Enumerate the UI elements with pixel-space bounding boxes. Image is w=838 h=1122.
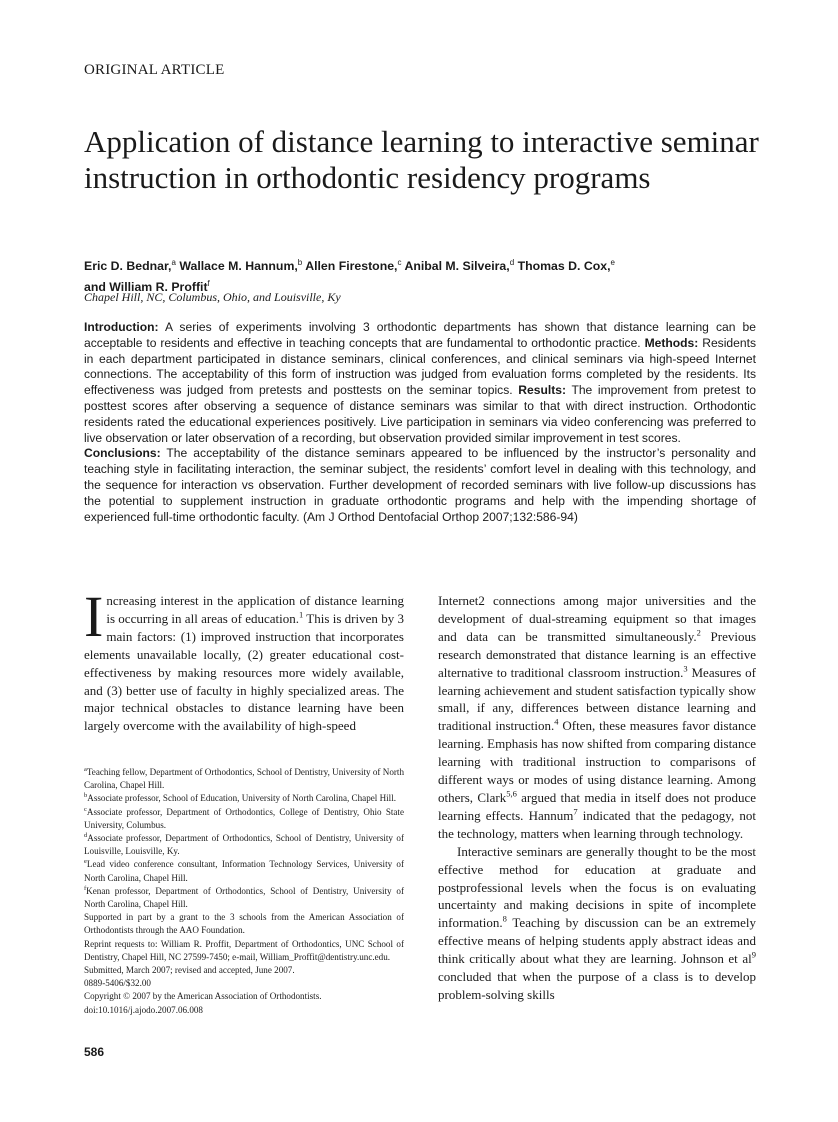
body-text: Previous research demonstrated that distance learning is an effective alternative to traditional classroom instruction. <box>438 628 757 680</box>
abstract-conclusions: The acceptability of the distance seminars appeared to be influenced by the instructor’s personality and teaching style in facilitating interaction, the seminar subject, the residents’ comfort level in dealing with this technology, and the sequence for interaction vs observation. Further development of recorded seminars with live follow-up discussions has the potential to supplement instruction in graduate orthodontic programs and help with the impending shortage of experienced full-time orthodontic faculty. <box>84 446 756 524</box>
footnote-text: Teaching fellow, Department of Orthodontics, School of Dentistry, University of North Carolina, Chapel Hill. <box>84 767 404 791</box>
footnote-mark: b <box>84 792 88 800</box>
citation-ref: 1 <box>299 609 304 620</box>
author-mark: b <box>297 258 303 267</box>
citation-ref: 4 <box>554 717 559 728</box>
abstract-citation: (Am J Orthod Dentofacial Orthop 2007;132:586-94) <box>302 509 578 524</box>
body-text: argued that media in itself does not produce learning effects. Hannum <box>438 789 756 823</box>
citation-ref: 7 <box>573 806 578 817</box>
body-text: This is driven by 3 main factors: (1) improved instruction that incorporates elements unavailable locally, (2) greater educational cost-effectiveness by making resources more widely available, and (3) better use of faculty in highly specialized areas. The major technical obstacles to distance learning have been largely overcome with the availability of high-speed <box>84 610 404 734</box>
drop-cap: I <box>84 584 104 649</box>
doi: doi:10.1016/j.ajodo.2007.06.008 <box>84 1004 203 1015</box>
body-paragraph <box>438 843 756 1004</box>
body-text: indicated that the pedagogy, not the technology, matters when learning through technology. <box>438 807 756 841</box>
author-mark: f <box>207 279 210 289</box>
author-name: Allen Firestone, <box>305 259 398 274</box>
footnote-mark: c <box>84 805 87 813</box>
body-text: concluded that when the purpose of a class is to develop problem-solving skills <box>438 969 756 1002</box>
footnote-mark: d <box>84 831 88 839</box>
abstract-introduction-label: Introduction: <box>84 320 159 334</box>
footnotes <box>84 766 404 1017</box>
author-mark: e <box>610 258 615 267</box>
issn: 0889-5406/$32.00 <box>84 978 151 989</box>
author-name: Wallace M. Hannum, <box>179 259 298 274</box>
footnote-mark: a <box>84 765 87 773</box>
article-title: Application of distance learning to interactive seminar instruction in orthodontic residency programs <box>84 124 759 195</box>
body-paragraph <box>438 592 756 843</box>
footnote-text: Lead video conference consultant, Information Technology Services, University of North Carolina, Chapel Hill. <box>84 859 404 883</box>
citation-ref: 5,6 <box>506 788 517 799</box>
citation-ref: 2 <box>696 627 701 638</box>
author-name: and William R. Proffit <box>84 280 208 295</box>
footnote <box>84 858 404 884</box>
copyright: Copyright © 2007 by the American Association of Orthodontists. <box>84 991 322 1002</box>
submission-dates: Submitted, March 2007; revised and accepted, June 2007. <box>84 965 295 976</box>
footnote <box>84 832 404 858</box>
body-column-left <box>84 584 404 735</box>
author-affiliation: Chapel Hill, NC, Columbus, Ohio, and Louisville, Ky <box>84 290 341 304</box>
citation-ref: 8 <box>502 913 507 924</box>
footnote-mark: f <box>84 884 87 892</box>
footnote-text: Associate professor, Department of Orthodontics, College of Dentistry, Ohio State University, Columbus. <box>84 806 404 830</box>
reprint-note: Reprint requests to: William R. Proffit, Department of Orthodontics, UNC School of Dentistry, Chapel Hill, NC 27599-7450; e-mail, William_Proffit@dentistry.unc.edu. <box>84 938 404 962</box>
abstract <box>84 320 756 525</box>
citation-ref: 9 <box>751 949 756 960</box>
footnote-mark: e <box>84 858 87 866</box>
citation-ref: 3 <box>683 663 688 674</box>
footnote <box>84 766 404 792</box>
footnote-text: Associate professor, Department of Orthodontics, School of Dentistry, University of Louisville, Louisville, Ky. <box>84 833 404 857</box>
body-text: Often, these measures favor distance learning. Emphasis has now shifted from comparing distance learning with traditional instruction to comparisons of different ways or modes of using distance learning. Among others, Clark <box>438 718 756 805</box>
body-text: Measures of learning achievement and student satisfaction typically show small, if any, differences between distance learning and traditional instruction. <box>438 664 756 734</box>
body-column-right <box>438 592 756 1004</box>
body-text: ncreasing interest in the application of distance learning is occurring in all areas of education. <box>106 593 404 626</box>
footnote <box>84 792 404 805</box>
abstract-conclusions-label: Conclusions: <box>84 446 161 461</box>
body-text: Internet2 connections among major universities and the development of dual-streaming equipment so that images and data can be transmitted simultaneously. <box>438 593 756 644</box>
abstract-methods: Residents in each department participated in distance seminars, clinical conferences, and clinical seminars via high-speed Internet connections. The acceptability of this form of instruction was judged from evaluation forms completed by the residents. Its effectiveness was judged from pretests and posttests on the seminar topics. <box>84 335 756 398</box>
footnote-text: Associate professor, School of Education, University of North Carolina, Chapel Hill. <box>87 793 397 804</box>
abstract-results: The improvement from pretest to posttest scores after observing a sequence of distance seminars was similar to that with direct instruction. Orthodontic residents rated the educational experiences positively. Live participation in seminars via video conferencing was preferred to live observation or later observation of a recording, but observation provided similar improvement in test scores. <box>84 383 756 445</box>
body-text: Interactive seminars are generally thought to be the most effective method for education at graduate and postprofessional levels when the focus is on evaluating uncertainty and making decisions in spite of incomplete information. <box>438 843 756 931</box>
footnote-text: Kenan professor, Department of Orthodontics, School of Dentistry, University of North Carolina, Chapel Hill. <box>84 885 404 910</box>
author-mark: c <box>397 258 402 267</box>
intro-paragraph <box>84 584 404 735</box>
funding-note: Supported in part by a grant to the 3 schools from the American Association of Orthodontists through the AAO Foundation. <box>84 912 404 936</box>
author-name: Eric D. Bednar, <box>84 259 172 274</box>
body-text: Teaching by discussion can be an extremely effective means of helping students apply abstract ideas and think critically about what they are learning. Johnson et al <box>438 915 756 967</box>
author-mark: a <box>171 258 176 267</box>
section-label: ORIGINAL ARTICLE <box>84 62 225 78</box>
author-name: Thomas D. Cox, <box>517 259 611 274</box>
footnote <box>84 806 404 832</box>
abstract-results-label: Results: <box>518 383 566 398</box>
abstract-introduction: A series of experiments involving 3 orthodontic departments has shown that distance learning can be acceptable to residents and effective in teaching concepts that are fundamental to orthodontic practice. <box>84 320 756 350</box>
footnote <box>84 885 404 911</box>
author-name: Anibal M. Silveira, <box>404 259 510 274</box>
author-mark: d <box>509 258 515 267</box>
page-number: 586 <box>84 1045 105 1059</box>
abstract-methods-label: Methods: <box>644 335 699 350</box>
